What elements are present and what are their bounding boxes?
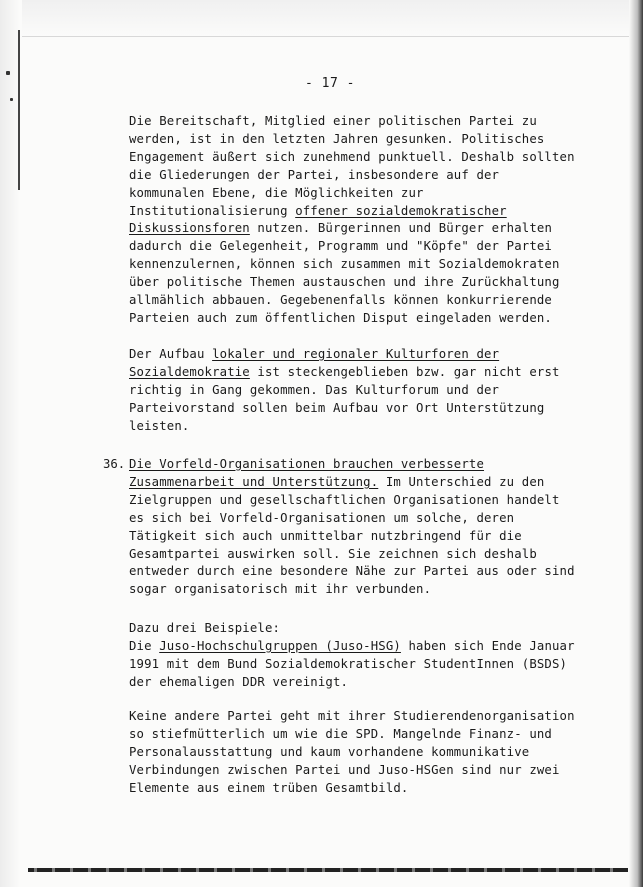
underlined-phrase: Die Vorfeld-Organisationen brauchen verbesserte	[129, 457, 485, 471]
text-line	[129, 364, 569, 382]
text-line: leisten.	[129, 418, 190, 433]
scan-speck	[10, 98, 13, 101]
scan-bottom-edge	[28, 868, 628, 872]
text-line: es sich bei Vorfeld-Organisationen um solche, deren	[129, 510, 515, 525]
paragraph-vorfeld-organisationen	[129, 456, 575, 599]
text-line: die Gliederungen der Partei, insbesondere auf der	[129, 167, 500, 182]
text-line: entweder durch eine besondere Nähe zur Partei aus oder sind	[129, 564, 575, 579]
text-segment: Die	[129, 638, 160, 653]
text-line: sogar organisatorisch mit ihr verbunden.	[129, 582, 432, 597]
text-line: kommunalen Ebene, die Möglichkeiten zur	[129, 185, 424, 200]
text-line: allmählich abbauen. Gegebenenfalls können konkurrierende	[129, 293, 552, 308]
text-line: Die Bereitschaft, Mitglied einer politischen Partei zu	[129, 114, 537, 128]
text-line: 1991 mit dem Bund Sozialdemokratischer StudentInnen (BSDS)	[129, 656, 568, 671]
text-line: Engagement äußert sich zunehmend punktuell. Deshalb sollten	[129, 149, 575, 164]
underlined-phrase: Diskussionsforen	[129, 221, 250, 236]
text-line	[129, 456, 569, 474]
text-line: Parteivorstand sollen beim Aufbau vor Ort Unterstützung	[129, 400, 545, 415]
scan-top-edge	[22, 0, 632, 37]
underlined-phrase: offener sozialdemokratischer	[295, 203, 507, 218]
paragraph-beispiele	[129, 620, 575, 692]
paragraph-diskussionsforen	[129, 113, 575, 328]
underlined-phrase: Sozialdemokratie	[129, 364, 250, 379]
underlined-phrase: lokaler und regionaler Kulturforen der	[212, 347, 500, 361]
text-line: richtig in Gang gekommen. Das Kulturforum und der	[129, 382, 500, 397]
text-segment: haben sich Ende Januar	[400, 638, 575, 653]
text-line	[129, 474, 569, 492]
text-line	[129, 220, 569, 238]
text-line: Parteien auch zum öffentlichen Disput eingeladen werden.	[129, 310, 552, 325]
underlined-phrase: Juso-Hochschulgruppen (Juso-HSG)	[159, 638, 401, 653]
underlined-phrase: Zusammenarbeit und Unterstützung.	[129, 474, 379, 489]
text-line: Gesamtpartei auswirken soll. Sie zeichnen sich deshalb	[129, 546, 537, 561]
text-line	[129, 638, 575, 656]
text-segment: Institutionalisierung	[129, 203, 296, 218]
text-segment: Im Unterschied zu den	[378, 474, 545, 489]
text-line: Verbindungen zwischen Partei und Juso-HSGen sind nur zwei	[129, 762, 560, 777]
paragraph-studierendenorganisation	[129, 708, 575, 798]
page-number: - 17 -	[305, 76, 355, 91]
scan-left-edge	[0, 0, 20, 887]
text-line	[129, 203, 569, 221]
paragraph-kulturforen	[129, 346, 569, 436]
text-segment: ist steckengeblieben bzw. gar nicht erst	[249, 364, 560, 379]
text-line: dadurch die Gelegenheit, Programm und "Köpfe" der Partei	[129, 239, 552, 254]
item-number: 36.	[103, 457, 126, 471]
text-line: Personalausstattung und kaum vorhandene kommunikative	[129, 744, 530, 759]
text-line: Zielgruppen und gesellschaftlichen Organisationen handelt	[129, 492, 560, 507]
text-line: kennenzulernen, können sich zusammen mit Sozialdemokraten	[129, 257, 560, 272]
text-line: Keine andere Partei geht mit ihrer Studierendenorganisation	[129, 709, 575, 723]
text-line: über politische Themen austauschen und ihre Zurückhaltung	[129, 275, 560, 290]
scan-right-edge	[629, 0, 643, 887]
text-segment: Der Aufbau	[129, 347, 213, 361]
text-line: der ehemaligen DDR vereinigt.	[129, 674, 349, 689]
text-line: so stiefmütterlich um wie die SPD. Mangelnde Finanz- und	[129, 726, 552, 741]
scan-speck	[6, 71, 10, 75]
text-line: Elemente aus einem trüben Gesamtbild.	[129, 780, 409, 795]
text-segment: nutzen. Bürgerinnen und Bürger erhalten	[249, 221, 552, 236]
text-line	[129, 346, 569, 364]
text-line: Tätigkeit sich auch unmittelbar nutzbringend für die	[129, 528, 522, 543]
text-line: Dazu drei Beispiele:	[129, 621, 281, 635]
text-line: werden, ist in den letzten Jahren gesunken. Politisches	[129, 131, 545, 146]
